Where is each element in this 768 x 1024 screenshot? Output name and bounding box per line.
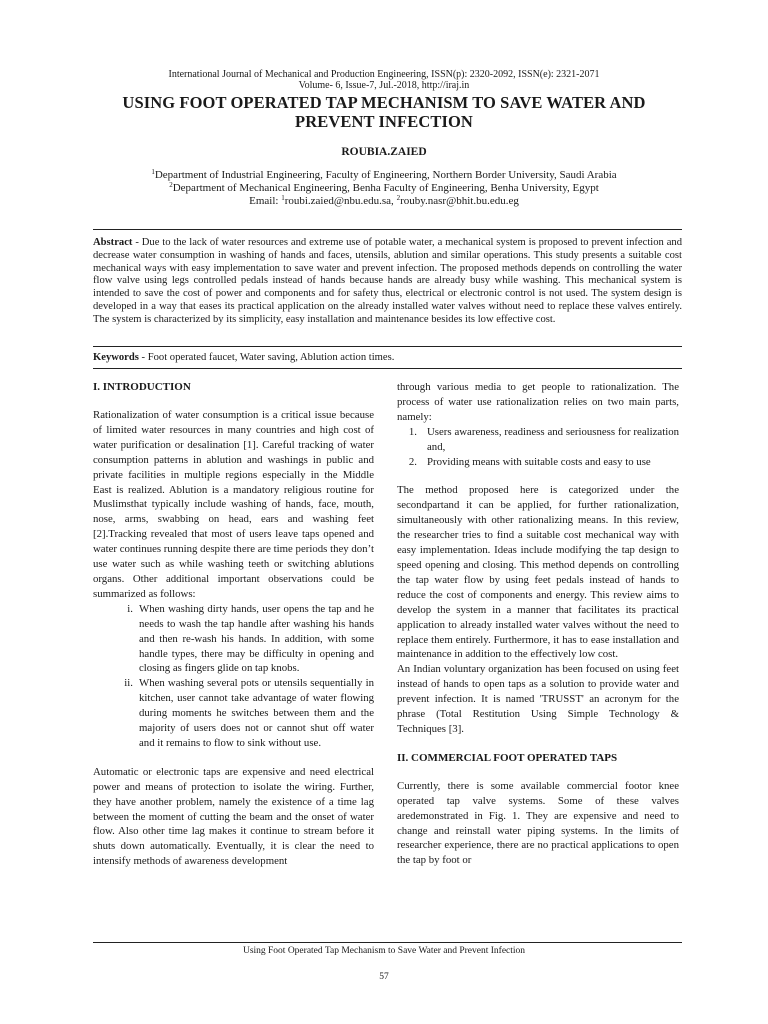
list-item	[93, 602, 374, 677]
keywords	[93, 352, 682, 365]
list-marker: i.	[127, 602, 133, 615]
spacer	[93, 751, 374, 765]
rule-above-abstract	[93, 229, 682, 230]
list-item-text: When washing several pots or utensils sequentially in kitchen, user cannot take advantage of water flowing during moments he switches between them and the majority of users does not or cannot shut off water and it remains to flow to sink without use.	[139, 677, 374, 749]
affiliation-2-sup: 2	[169, 181, 173, 189]
list-item-text: When washing dirty hands, user opens the tap and he needs to wash the tap handle after washing his hands and then re-wash his hands. In addition, with some handle types, there may be difficulty in opening and closing as fingers glide on tap knobs.	[139, 602, 374, 675]
right-paragraph-2: The method proposed here is categorized under the secondpartand it can be applied, for further rationalization, simultaneously with other rationalizing means. In this review, the researcher tries to find a suitable cost mechanical way with easy implementation. Ideas include modifying the tap design to speed opening and closing. This method depends on controlling the tap water flow by using feet pedals instead of hands to reduce the cost of components and energy. This review aims to develop the system in a manner that facilitates its practical application to already installed water valves without the need to replace them entirely. Furthermore, it has to ease installation and maintenance in addition to the effectively low cost.	[397, 484, 679, 661]
paper-title	[80, 93, 688, 131]
rule-below-keywords	[93, 368, 682, 369]
list-item	[397, 425, 679, 455]
list-item	[93, 676, 374, 751]
rule-above-keywords	[93, 346, 682, 347]
intro-paragraph-1: Rationalization of water consumption is a critical issue because of limited water resources in many countries and high cost of water purification or desalination [1]. Careful tracking of water consumption patterns in ablution and washings in public and private facilities in multiple regions especially in the Middle East is realized. Ablution is a mandatory religious routine for Muslimsthat typically include washing of hands, face, mouth, nose, arms, swabbing on head, ears and washing feet [2].Tracking revealed that most of users leave taps opened and water continues running despite there are time periods they don’t use water such as while washing teeth or switching ablutions organs. Other additional important observations could be summarized as follows:	[93, 409, 374, 600]
footer-rule	[93, 942, 682, 943]
keywords-label: Keywords	[93, 352, 139, 363]
keywords-text: - Foot operated faucet, Water saving, Ablution action times.	[138, 352, 395, 363]
list-marker: ii.	[124, 677, 133, 690]
right-column	[397, 380, 679, 868]
list-item-text: Providing means with suitable costs and easy to use	[427, 455, 651, 468]
section-heading-commercial-taps: II. COMMERCIAL FOOT OPERATED TAPS	[397, 751, 618, 764]
affiliation-1	[0, 169, 768, 182]
right-paragraph-4: Currently, there is some available commercial footor knee operated tap valve systems. Some of these valves aredemonstrated in Fig. 1. They are expensive and need to change and reinstall water piping systems. In the limits of researcher experience, there are no practical applications to open the tap by foot or	[397, 779, 679, 867]
author-name: ROUBIA.ZAIED	[341, 146, 427, 158]
email-2-sup: 2	[396, 194, 401, 202]
right-paragraph-3: An Indian voluntary organization has been focused on using feet instead of hands to open taps as a solution to provide water and prevent infection. It is named 'TRUSST' an acronym for the phrase (Total Restitution Using Simple Technology & Techniques [3].	[397, 663, 679, 735]
list-item-text: Users awareness, readiness and seriousness for realization and,	[427, 425, 679, 453]
title-line-1: USING FOOT OPERATED TAP MECHANISM TO SAVE WATER AND	[122, 93, 646, 112]
section-heading-introduction: I. INTRODUCTION	[93, 381, 191, 393]
email-1: roubi.zaied@nbu.edu.sa,	[284, 195, 397, 207]
journal-line-2: Volume- 6, Issue-7, Jul.-2018, http://iraj.in	[298, 80, 470, 91]
abstract-label: Abstract	[93, 237, 133, 248]
abstract-text: - Due to the lack of water resources and extreme use of potable water, a mechanical system is proposed to prevent infection and decrease water consumption in washing of hands and faces, utensils, ablution and similar operations. This study presents a suitable cost mechanical ways with easy implementation to save water and prevent infection. The proposed methods depends on controlling the water flow valve using legs controlled pedals instead of hands because hands are already busy while washing. This mechanical system is intended to save the cost of power and components and for safety thus, electrical or electronic control is not used. The system design is developed in a way that eases its practical application on the already installed water valves without need to replace these valves entirely. The system is characterized by its simplicity, easy installation and maintenance besides its low effective cost.	[93, 237, 682, 325]
spacer	[397, 765, 679, 779]
email-2: rouby.nasr@bhit.bu.edu.eg	[400, 195, 519, 207]
affiliation-2-text: Department of Mechanical Engineering, Benha Faculty of Engineering, Benha University, Egypt	[172, 182, 599, 194]
affiliation-1-text: Department of Industrial Engineering, Faculty of Engineering, Northern Border University, Saudi Arabia	[154, 169, 617, 181]
journal-header	[0, 69, 768, 91]
intro-paragraph-2: Automatic or electronic taps are expensive and need electrical power and means of protection to isolate the wiring. Further, they have another problem, namely the existence of a time lag between the moment of cutting the beam and the onset of water flow. Also other time lag makes it continue to stream before it shuts down automatically. Eventually, it is clear the need to intensify methods of awareness development	[93, 765, 374, 868]
title-line-2: PREVENT INFECTION	[295, 112, 473, 131]
left-column	[93, 380, 374, 869]
email-label: Email:	[249, 195, 282, 207]
email-1-sup: 1	[281, 194, 285, 202]
affiliation-1-sup: 1	[151, 168, 155, 176]
affiliations	[0, 169, 768, 208]
list-marker: 1.	[408, 425, 417, 438]
right-paragraph-1: through various media to get people to rationalization. The process of water use rationalization relies on two main parts, namely:	[397, 381, 679, 423]
abstract	[93, 237, 682, 327]
affiliation-2	[0, 182, 768, 195]
running-footer-title: Using Foot Operated Tap Mechanism to Save Water and Prevent Infection	[242, 946, 526, 956]
journal-line-1: International Journal of Mechanical and Production Engineering, ISSN(p): 2320-2092, ISSN(e): 2321-2071	[168, 69, 600, 80]
list-marker: 2.	[408, 455, 417, 468]
spacer	[397, 737, 679, 751]
spacer	[397, 469, 679, 483]
spacer	[93, 394, 374, 408]
page-number: 57	[379, 972, 389, 982]
list-item	[397, 455, 679, 470]
email-line	[0, 195, 768, 208]
